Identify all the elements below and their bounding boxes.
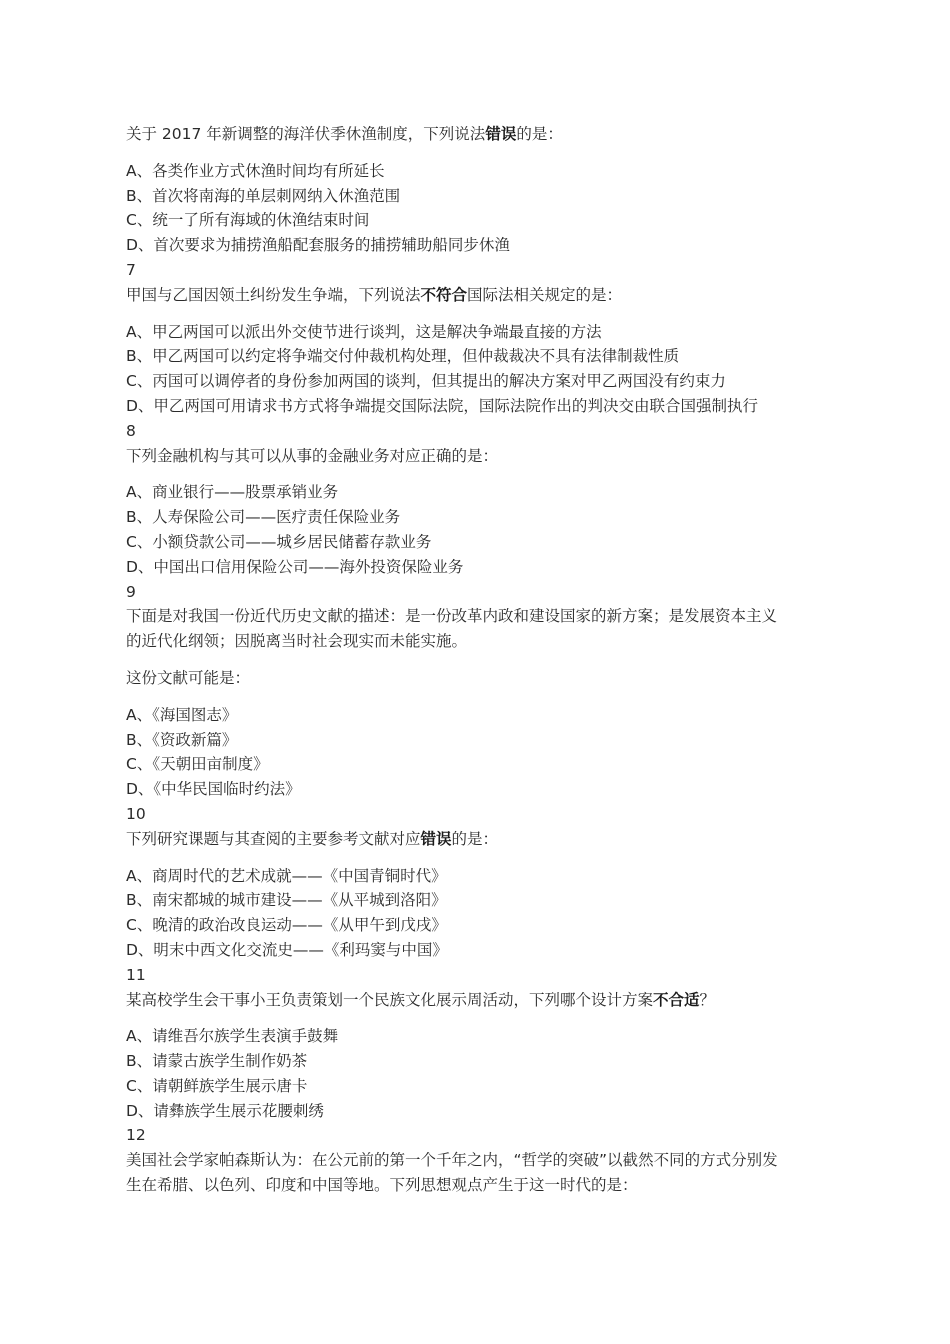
option-d: D、首次要求为捕捞渔船配套服务的捕捞辅助船同步休渔 xyxy=(126,236,510,255)
question-stem-line: 美国社会学家帕森斯认为：在公元前的第一个千年之内，“哲学的突破”以截然不同的方式分别发 xyxy=(126,1151,778,1170)
question-stem: 下列金融机构与其可以从事的金融业务对应正确的是： xyxy=(126,446,499,465)
option-a: A、各类作业方式休渔时间均有所延长 xyxy=(126,161,385,180)
option-b: B、《资政新篇》 xyxy=(126,730,238,749)
option-c: C、晚清的政治改良运动——《从甲午到戊戌》 xyxy=(126,916,447,935)
option-d: D、《中华民国临时约法》 xyxy=(126,780,301,799)
question-stem: 某高校学生会干事小王负责策划一个民族文化展示周活动，下列哪个设计方案不合适？ xyxy=(126,990,716,1009)
question-number: 11 xyxy=(126,965,146,984)
option-c: C、《天朝田亩制度》 xyxy=(126,755,269,774)
option-b: B、首次将南海的单层刺网纳入休渔范围 xyxy=(126,186,401,205)
question-number: 7 xyxy=(126,260,136,279)
question-6 xyxy=(126,122,831,258)
emphasis-text: 错误 xyxy=(485,125,517,143)
option-b: B、甲乙两国可以约定将争端交付仲裁机构处理，但仲裁裁决不具有法律制裁性质 xyxy=(126,347,680,366)
question-12 xyxy=(126,1123,831,1197)
question-stem: 下列研究课题与其查阅的主要参考文献对应错误的是： xyxy=(126,829,499,848)
option-a: A、《海国图志》 xyxy=(126,705,238,724)
question-number: 10 xyxy=(126,804,146,823)
option-a: A、甲乙两国可以派出外交使节进行谈判，这是解决争端最直接的方法 xyxy=(126,322,602,341)
question-stem-line: 下面是对我国一份近代历史文献的描述：是一份改革内政和建设国家的新方案；是发展资本主义 xyxy=(126,607,778,626)
option-a: A、请维吾尔族学生表演手鼓舞 xyxy=(126,1027,339,1046)
question-number: 12 xyxy=(126,1126,146,1145)
question-stem-line: 的近代化纲领；因脱离当时社会现实而未能实施。 xyxy=(126,632,468,651)
option-c: C、请朝鲜族学生展示唐卡 xyxy=(126,1076,308,1095)
option-d: D、中国出口信用保险公司——海外投资保险业务 xyxy=(126,557,464,576)
option-b: B、南宋都城的城市建设——《从平城到洛阳》 xyxy=(126,891,447,910)
question-stem-line: 生在希腊、以色列、印度和中国等地。下列思想观点产生于这一时代的是： xyxy=(126,1176,638,1195)
emphasis-text: 错误 xyxy=(420,829,452,848)
question-10 xyxy=(126,802,831,963)
document-page xyxy=(126,122,831,1198)
option-c: C、统一了所有海域的休渔结束时间 xyxy=(126,211,370,230)
question-9 xyxy=(126,580,831,802)
emphasis-text: 不符合 xyxy=(420,285,468,304)
emphasis-text: 不合适 xyxy=(653,990,700,1009)
option-b: B、人寿保险公司——医疗责任保险业务 xyxy=(126,508,401,527)
question-7 xyxy=(126,258,831,419)
option-d: D、请彝族学生展示花腰刺绣 xyxy=(126,1101,324,1120)
question-stem-extra: 这份文献可能是： xyxy=(126,668,251,687)
option-d: D、甲乙两国可用请求书方式将争端提交国际法院，国际法院作出的判决交由联合国强制执行 xyxy=(126,396,758,415)
option-b: B、请蒙古族学生制作奶茶 xyxy=(126,1052,308,1071)
question-number: 9 xyxy=(126,582,136,601)
option-d: D、明末中西文化交流史——《利玛窦与中国》 xyxy=(126,940,448,959)
question-11 xyxy=(126,963,831,1124)
question-stem: 甲国与乙国因领土纠纷发生争端，下列说法不符合国际法相关规定的是： xyxy=(126,285,623,304)
question-stem: 关于 2017 年新调整的海洋伏季休渔制度，下列说法错误的是： xyxy=(126,125,563,143)
question-8 xyxy=(126,419,831,580)
option-a: A、商业银行——股票承销业务 xyxy=(126,483,339,502)
question-number: 8 xyxy=(126,421,136,440)
option-c: C、丙国可以调停者的身份参加两国的谈判，但其提出的解决方案对甲乙两国没有约束力 xyxy=(126,372,726,391)
option-a: A、商周时代的艺术成就——《中国青铜时代》 xyxy=(126,866,447,885)
option-c: C、小额贷款公司——城乡居民储蓄存款业务 xyxy=(126,532,432,551)
